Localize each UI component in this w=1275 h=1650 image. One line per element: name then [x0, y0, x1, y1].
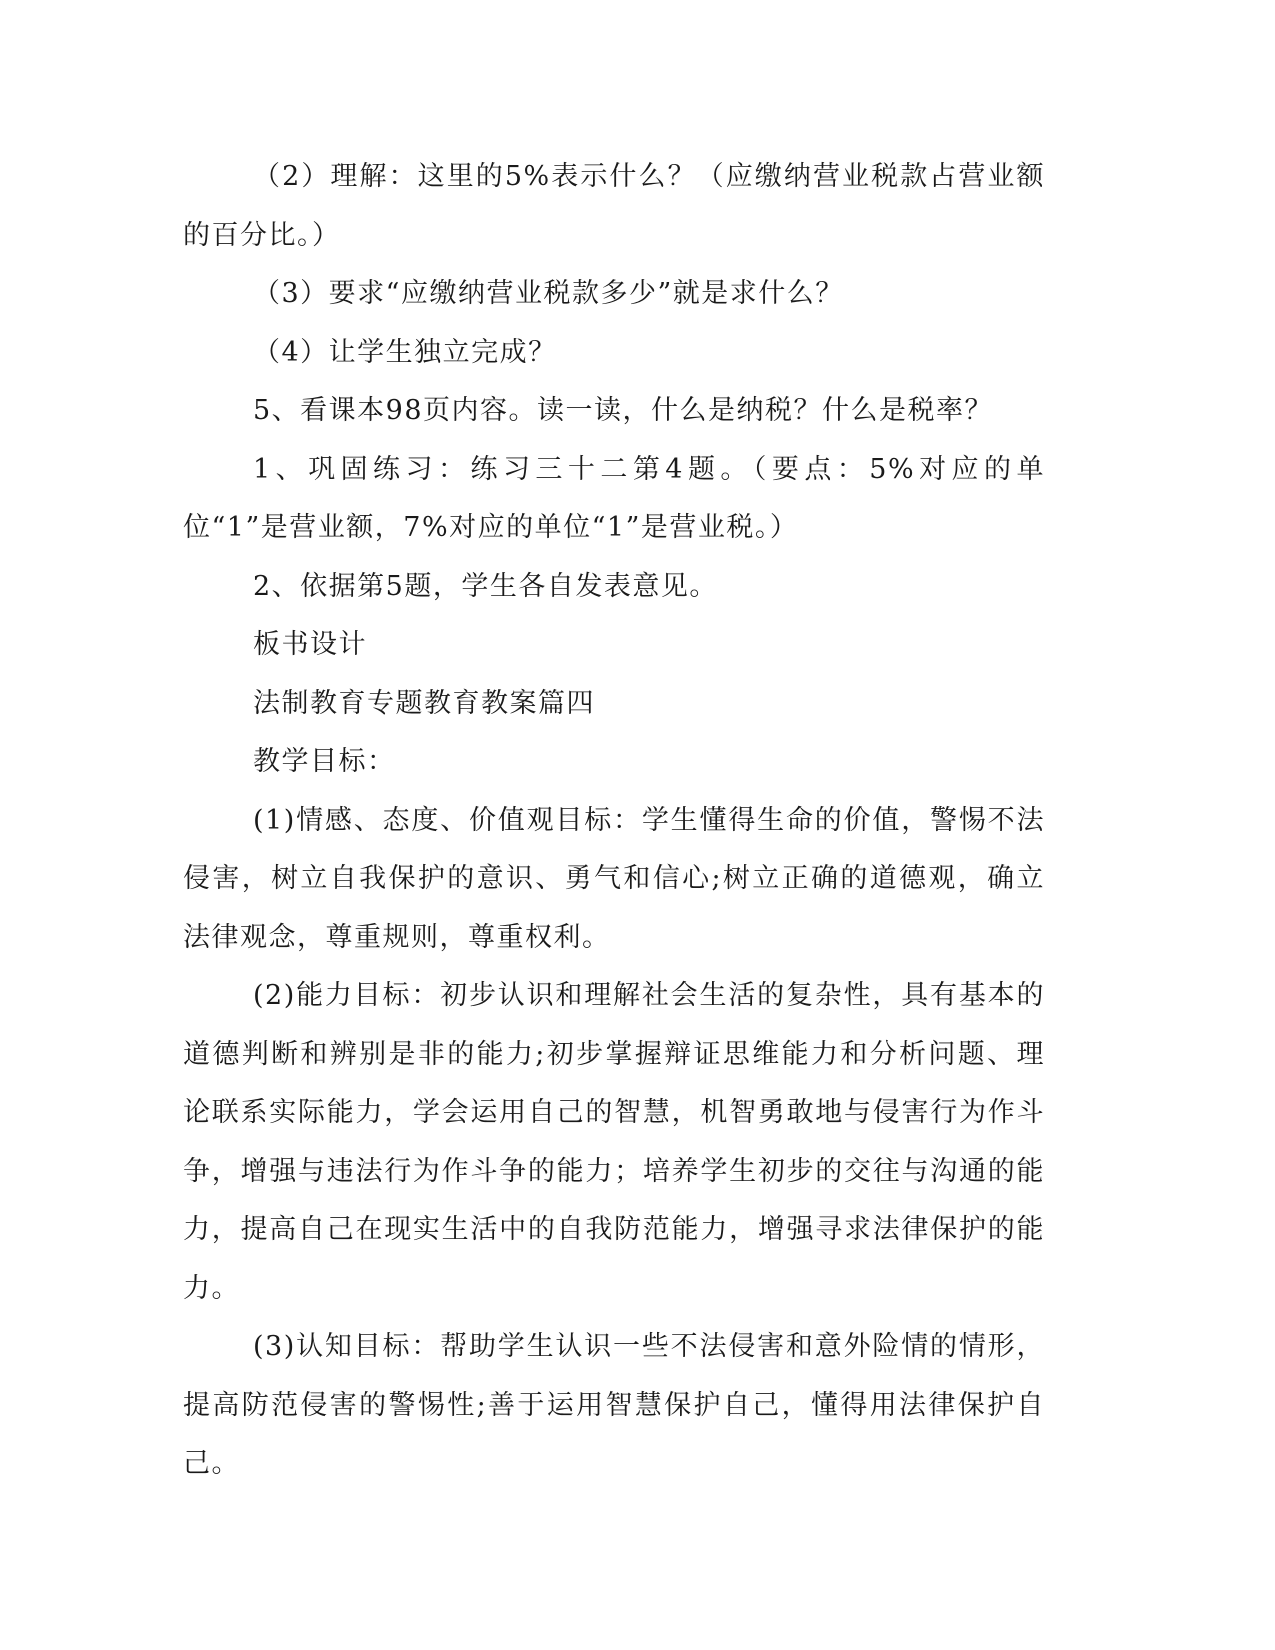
paragraph-board-design: 板书设计	[253, 629, 367, 660]
heading-teaching-goals: 教学目标：	[253, 746, 396, 777]
section-heading-lesson-four: 法制教育专题教育教案篇四	[253, 687, 595, 719]
paragraph-cognitive-goal: (3)认知目标：帮助学生认识一些不法侵害和意外险情的情形，提高防范侵害的警惕性;善于运用智慧保护自己，懂得用法律保护自己。	[183, 1331, 1045, 1479]
paragraph-emotion-goal: (1)情感、态度、价值观目标：学生懂得生命的价值，警惕不法侵害，树立自我保护的意识、勇气和信心;树立正确的道德观，确立法律观念，尊重规则，尊重权利。	[183, 804, 1045, 953]
paragraph-ability-goal: (2)能力目标：初步认识和理解社会生活的复杂性，具有基本的道德判断和辨别是非的能力;初步掌握辩证思维能力和分析问题、理论联系实际能力，学会运用自己的智慧，机智勇敢地与侵害行为作斗争，增强与违法行为作斗争的能力；培养学生初步的交往与沟通的能力，提高自己在现实生活中的自我防范能力，增强寻求法律保护的能力。	[183, 980, 1045, 1304]
document-body	[183, 148, 1045, 1494]
paragraph-understanding-5-percent: （2）理解：这里的5%表示什么？（应缴纳营业税款占营业额的百分比。）	[183, 161, 1045, 251]
paragraph-question-3: （3）要求“应缴纳营业税款多少”就是求什么？	[253, 278, 844, 309]
paragraph-textbook-page: 5、看课本98页内容。读一读，什么是纳税？什么是税率？	[253, 395, 994, 426]
paragraph-student-opinions: 2、依据第5题，学生各自发表意见。	[253, 570, 718, 602]
paragraph-consolidation-exercise: 1、巩固练习：练习三十二第4题。（要点：5%对应的单位“1”是营业额，7%对应的单位“1”是营业税。）	[183, 453, 1045, 543]
paragraph-question-4: （4）让学生独立完成？	[253, 336, 557, 368]
